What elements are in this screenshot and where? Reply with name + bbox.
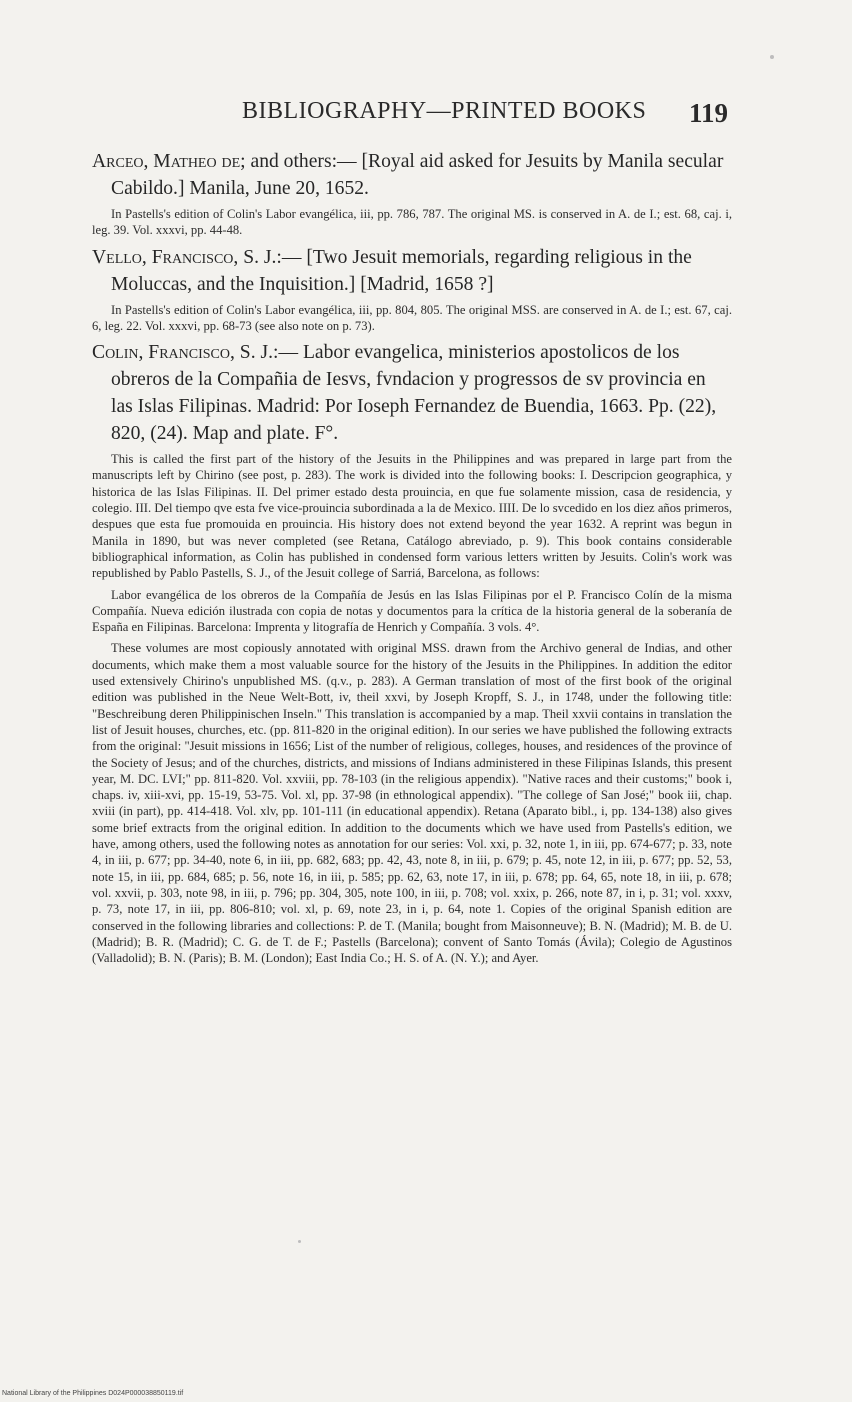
entry-note: In Pastells's edition of Colin's Labor evangélica, iii, pp. 804, 805. The original MSS. are conserved in A. de I.; est. 67, caj. 6, leg. 22. Vol. xxxvi, pp. 68-73 (see also note on p. 73). (92, 302, 732, 333)
scan-credit: National Library of the Philippines D024P000038850119.tif (2, 1390, 184, 1397)
paper-speck (770, 55, 774, 59)
entry-heading (92, 339, 732, 447)
entry-note-description: This is called the first part of the history of the Jesuits in the Philippines and was prepared in large part from the manuscripts left by Chirino (see post, p. 283). The work is divided into the following books: I. Descripcion geographica, y historica de las Islas Filipinas. II. Del primer estado desta prouincia, en que fue solamente mission, casa de residencia, y colegio. III. Del tiempo qve esta fve vice-prouincia subordinada a la de Mexico. IIII. De lo svcedido en los diez años primeros, despues que esta fue promouida en prouincia. His history does not extend beyond the year 1632. A reprint was begun in Manila in 1890, but was never completed (see Retana, Catálogo abreviado, p. 9). This book contains considerable bibliographical information, as Colin has published in condensed form various letters written by Jesuits. Colin's work was republished by Pablo Pastells, S. J., of the Jesuit college of Sarriá, Barcelona, as follows: (92, 452, 732, 581)
bibliography-list (92, 148, 732, 971)
bibliography-entry (92, 148, 732, 239)
entry-body: , S. J.:— [Two Jesuit memorials, regarding religious in the Moluccas, and the Inquisition.] [Madrid, 1658 ?] (111, 246, 692, 295)
bibliography-entry (92, 244, 732, 335)
entry-note: In Pastells's edition of Colin's Labor evangélica, iii, pp. 786, 787. The original MS. is conserved in A. de I.; est. 68, caj. i, leg. 39. Vol. xxxvi, pp. 44-48. (92, 207, 732, 238)
entry-heading (92, 244, 732, 298)
running-title: BIBLIOGRAPHY—PRINTED BOOKS (242, 98, 647, 124)
entry-author: Arceo, Matheo de (92, 151, 241, 172)
entry-note-reprint: Labor evangélica de los obreros de la Compañía de Jesús en las Islas Filipinas por el P. Francisco Colín de la misma Compañía. Nueva edición ilustrada con copia de notas y documentos para la crítica de la historia general de la soberanía de España en Filipinas. Barcelona: Imprenta y litografía de Henrich y Compañía. 3 vols. 4°. (92, 587, 732, 635)
bibliography-entry (92, 339, 732, 966)
paper-speck (298, 1240, 301, 1243)
entry-heading (92, 148, 732, 202)
entry-body: , S. J.:— Labor evangelica, ministerios apostolicos de los obreros de la Compañia de Iesvs, fvndacion y progressos de sv provincia en las Islas Filipinas. Madrid: Por Ioseph Fernandez de Buendia, 1663. Pp. (22), 820, (24). Map and plate. F°. (111, 342, 717, 445)
entry-author: Colin, Francisco (92, 342, 230, 364)
entry-author: Vello, Francisco (92, 246, 234, 268)
entry-note-annotation: These volumes are most copiously annotated with original MSS. drawn from the Archivo general de Indias, and other documents, which make them a most valuable source for the history of the Jesuits in the Philippines. In addition the editor used extensively Chirino's unpublished MS. (q.v., p. 283). A German translation of most of the first book of the original edition was published in the Neue Welt-Bott, iv, theil xxvi, by Joseph Kropff, S. J., in 1748, under the following title: "Beschreibung deren Philippinischen Inseln." This translation is accompanied by a map. Theil xxvii contains in translation the list of Jesuit houses, churches, etc. (pp. 811-820 in the original edition). In our series we have published the following extracts from the original: "Jesuit missions in 1656; List of the number of religious, colleges, houses, and residences of the province of the Society of Jesus; and of the churches, districts, and missions of Indians administered in these Filipinas Islands, this present year, M. DC. LVI;" pp. 811-820. Vol. xxviii, pp. 78-103 (in the religious appendix). "Native races and their customs;" book i, chaps. iv, xiii-xvi, pp. 15-19, 53-75. Vol. xl, pp. 37-98 (in ethnological appendix). "The college of San José;" book iii, chap. xviii (in part), pp. 414-418. Vol. xlv, pp. 101-111 (in educational appendix). Retana (Aparato bibl., i, pp. 134-138) also gives some brief extracts from the original edition. In addition to the documents which we have used from Pastells's edition, we have, among others, used the following notes as annotation for our series: Vol. xxi, p. 32, note 1, in iii, pp. 674-677; p. 33, note 4, in iii, p. 677; pp. 34-40, note 6, in iii, pp. 682, 683; pp. 42, 43, note 8, in iii, p. 679; p. 45, note 12, in iii, p. 677; pp. 52, 53, note 15, in iii, pp. 684, 685; p. 56, note 16, in iii, p. 585; pp. 62, 63, note 17, in iii, p. 678; pp. 64, 65, note 18, in iii, p. 678; vol. xxvii, p. 303, note 98, in iii, p. 796; pp. 304, 305, note 100, in iii, p. 708; vol. xxix, p. 266, note 87, in i, p. 31; vol. xxxv, p. 73, note 17, in iii, pp. 806-810; vol. xl, p. 69, note 23, in i, p. 64, note 1. Copies of the original Spanish edition are conserved in the following libraries and collections: P. de T. (Manila; bought from Maisonneuve); B. N. (Madrid); M. B. de U. (Madrid); B. R. (Madrid); C. G. de T. de F.; Pastells (Barcelona); convent of Santo Tomás (Ávila); Colegio de Agustinos (Valladolid); B. N. (Paris); B. M. (London); East India Co.; H. S. of A. (N. Y.); and Ayer. (92, 641, 732, 966)
page-number: 119 (688, 98, 728, 128)
running-head (200, 98, 730, 132)
entry-body: ; and others:— [Royal aid asked for Jesuits by Manila secular Cabildo.] Manila, June 20, 1652. (111, 151, 724, 199)
